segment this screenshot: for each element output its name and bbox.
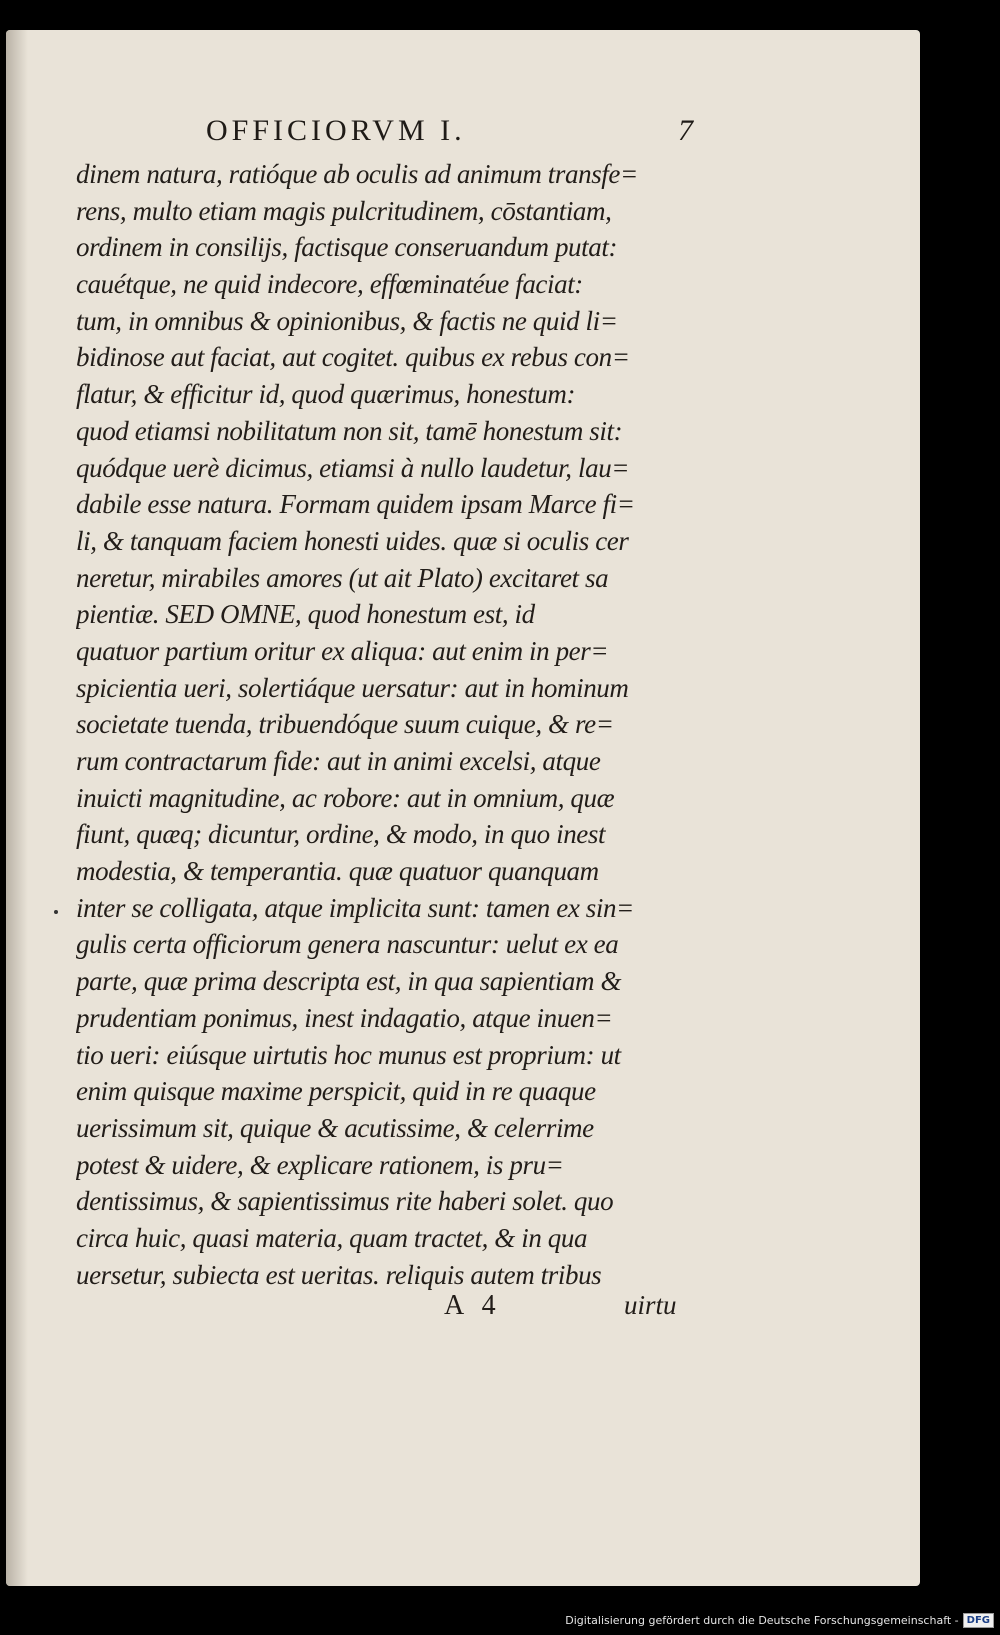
- text-line: tio ueri: eiúsque uirtutis hoc munus est proprium: ut: [76, 1039, 621, 1070]
- text-line: tum, in omnibus & opinionibus, & factis ne quid li=: [76, 305, 618, 336]
- text-line: ordinem in consilijs, factisque conseruandum putat:: [76, 232, 618, 263]
- text-line: spicientia ueri, solertiáque uersatur: aut in hominum: [76, 672, 629, 703]
- text-line: quod etiamsi nobilitatum non sit, tamē honestum sit:: [76, 415, 623, 446]
- text-line: inter se colligata, atque implicita sunt: tamen ex sin=: [76, 892, 634, 923]
- dfg-logo-icon: DFG: [963, 1613, 994, 1628]
- text-line: pientiæ. SED OMNE, quod honestum est, id: [76, 599, 535, 630]
- text-line: cauétque, ne quid indecore, effœminatéue faciat:: [76, 269, 583, 300]
- signature-mark: A 4: [444, 1290, 502, 1321]
- text-line: uersetur, subiecta est ueritas. reliquis autem tribus: [76, 1259, 602, 1290]
- text-line: quatuor partium oritur ex aliqua: aut enim in per=: [76, 635, 609, 666]
- text-line: fiunt, quæq; dicuntur, ordine, & modo, in quo inest: [76, 819, 606, 850]
- text-line: societate tuenda, tribuendóque suum cuique, & re=: [76, 709, 614, 740]
- text-line: rens, multo etiam magis pulcritudinem, cōstantiam,: [76, 195, 612, 226]
- margin-mark: [54, 910, 58, 914]
- text-line: rum contractarum fide: aut in animi excelsi, atque: [76, 746, 601, 776]
- text-line: dentissimus, & sapientissimus rite haberi solet. quo: [76, 1186, 614, 1217]
- text-line: modestia, & temperantia. quæ quatuor quanquam: [76, 856, 599, 887]
- text-line: dinem natura, ratióque ab oculis ad animum transfe=: [76, 159, 638, 189]
- text-line: neretur, mirabiles amores (ut ait Plato) excitaret sa: [76, 562, 609, 593]
- book-page: [6, 30, 920, 1586]
- text-line: li, & tanquam faciem honesti uides. quæ si oculis cer: [76, 525, 629, 556]
- text-line: flatur, & efficitur id, quod quærimus, honestum:: [76, 379, 576, 410]
- text-block: [76, 156, 716, 1293]
- text-line: circa huic, quasi materia, quam tractet, & in qua: [76, 1222, 588, 1253]
- running-head: [6, 114, 920, 154]
- digitization-credit: [565, 1609, 994, 1631]
- text-line: potest & uidere, & explicare rationem, is pru=: [76, 1149, 564, 1180]
- text-line: dabile esse natura. Formam quidem ipsam Marce fi=: [76, 489, 635, 520]
- text-line: enim quisque maxime perspicit, quid in re quaque: [76, 1076, 596, 1107]
- text-line: prudentiam ponimus, inest indagatio, atque inuen=: [76, 1002, 613, 1033]
- text-line: parte, quæ prima descripta est, in qua sapientiam &: [76, 966, 622, 997]
- text-line: quódque uerè dicimus, etiamsi à nullo laudetur, lau=: [76, 452, 630, 483]
- text-line: gulis certa officiorum genera nascuntur: uelut ex ea: [76, 929, 619, 960]
- catchword: uirtu: [624, 1290, 677, 1320]
- credit-text: Digitalisierung gefördert durch die Deutsche Forschungsgemeinschaft -: [565, 1613, 959, 1627]
- folio-number: 7: [678, 114, 693, 147]
- page-footer: [6, 1290, 920, 1330]
- text-line: bidinose aut faciat, aut cogitet. quibus ex rebus con=: [76, 342, 630, 373]
- page-title: OFFICIORVM I.: [206, 114, 466, 147]
- text-line: inuicti magnitudine, ac robore: aut in omnium, quæ: [76, 782, 615, 813]
- text-line: uerissimum sit, quique & acutissime, & celerrime: [76, 1112, 594, 1143]
